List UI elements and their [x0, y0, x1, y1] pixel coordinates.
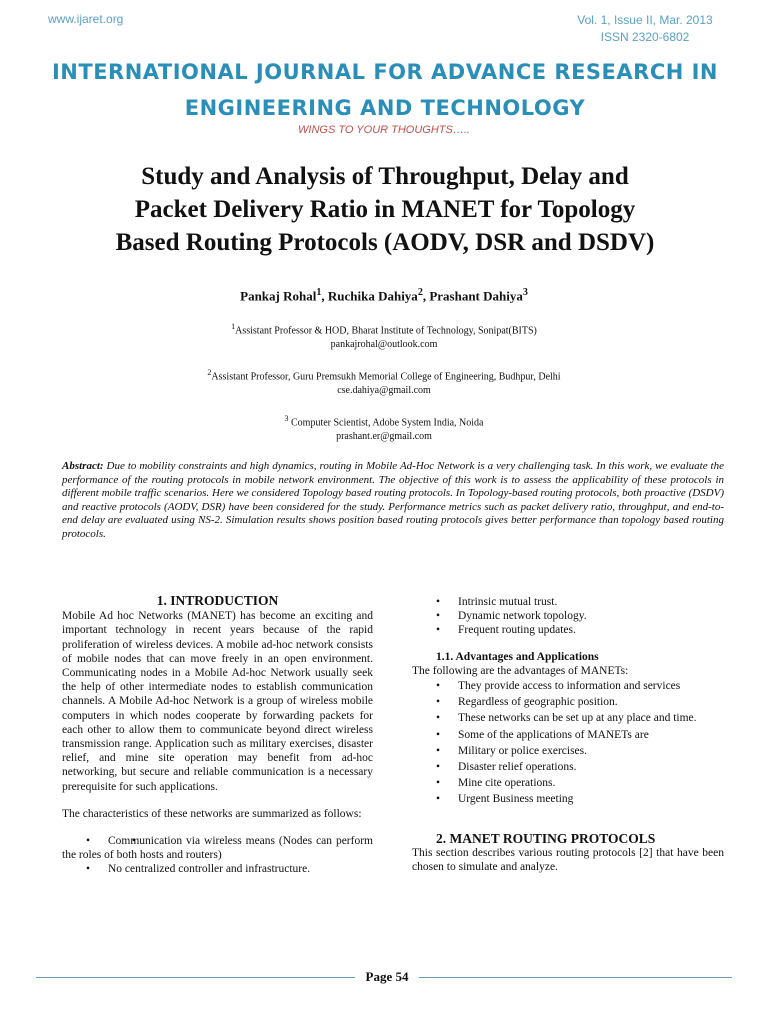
abstract-text: Due to mobility constraints and high dynamics, routing in Mobile Ad-Hoc Network is a very challenging task. In this work, we evaluate the performance of the routing protocols in mobile network environment. The objective of this work is to assess the applicability of these protocols in different mobile traffic scenarios. Here we considered Topology based routing protocols. In Topology-based routing protocols, both proactive (DSDV) and reactive protocols (AODV, DSR) have been considered for the study. Performance metrics such as packet delivery ratio, throughput, and end-to-end delay are evaluated using NS-2. Simulation results shows position based routing protocols gives better performance than topology based routing protocols. [62, 460, 724, 540]
list-item: • Some of the applications of MANETs are [412, 728, 724, 742]
author-mark: 2 [417, 287, 423, 298]
affiliation-mark: 1 [231, 322, 236, 331]
title-line1: Study and Analysis of Throughput, Delay and [141, 163, 629, 190]
section-heading-introduction: 1. INTRODUCTION [156, 593, 279, 608]
affiliation-text: Assistant Professor, Guru Premsukh Memorial College of Engineering, Budhpur, Delhi [211, 371, 561, 383]
list-item: • Dynamic network topology. [412, 609, 724, 623]
affiliation-1 [0, 320, 768, 352]
journal-website: www.ijaret.org [48, 12, 124, 26]
list-item: • Intrinsic mutual trust. [412, 595, 724, 609]
author-list: Pankaj Rohal$^1$, Ruchika Dahiya$^2$, Prashant Dahiya$^3$ [240, 287, 528, 304]
routing-protocols-paragraph: This section describes various routing protocols [2] that have been chosen to simulate and analyze. [412, 846, 724, 874]
list-item: • Disaster relief operations. [412, 760, 724, 774]
affiliation-2 [0, 366, 768, 398]
affiliation-3 [0, 412, 768, 444]
journal-tagline: WINGS TO YOUR THOUGHTS….. [298, 124, 470, 136]
list-item-text: Communication via wireless means (Nodes can perform the roles of both hosts and routers) [62, 835, 373, 862]
title-line2: Packet Delivery Ratio in MANET for Topology [134, 196, 636, 223]
author-mark: 1 [316, 287, 322, 298]
paper-title [40, 160, 730, 259]
journal-name-line2: ENGINEERING AND TECHNOLOGY [184, 96, 586, 120]
list-item: • No centralized controller and infrastructure. [62, 862, 373, 876]
list-item: • They provide access to information and services [412, 679, 724, 693]
title-line3: Based Routing Protocols (AODV, DSR and DSDV) [115, 229, 655, 256]
list-item: • • Communication via wireless means (Nodes can perform the roles of both hosts and routers) [62, 834, 373, 862]
author-name: Pankaj Rohal [240, 288, 317, 304]
list-item: • Frequent routing updates. [412, 623, 724, 637]
list-item: • These networks can be set up at any place and time. [412, 711, 724, 725]
page-number: Page 54 [355, 969, 419, 985]
issn: ISSN 2320-6802 [600, 30, 690, 44]
author-name: Ruchika Dahiya [327, 288, 418, 304]
author-name: Prashant Dahiya [429, 288, 523, 304]
list-item: • Urgent Business meeting [412, 792, 724, 806]
affiliation-email: prashant.er@gmail.com [336, 431, 432, 443]
advantages-list [412, 679, 724, 807]
issue-info [560, 12, 730, 46]
subsection-heading-advantages: 1.1. Advantages and Applications [436, 650, 599, 663]
journal-name [40, 54, 730, 126]
list-item: • Mine cite operations. [412, 776, 724, 790]
abstract-label: Abstract: [62, 460, 104, 472]
intro-paragraph: Mobile Ad hoc Networks (MANET) has become an exciting and important technology in recent years because of the rapid proliferation of wireless devices. A mobile ad-hoc network consists of mobile nodes that can move freely in an open environment. Communicating nodes in a Mobile Ad-hoc Network usually seek the help of other intermediate nodes to establish communication channels. A Mobile Ad-hoc Network is a group of wireless mobile computers in which nodes cooperate by forwarding packets for each other to allow them to communicate beyond direct wireless transmission range. Application such as military exercises, disaster relief, and mine site operation may benefit from ad-hoc networking, but secure and reliable communication is a necessary prerequisite for such applications. [62, 610, 373, 793]
affiliation-mark: 3 [284, 414, 289, 423]
characteristics-list-continued [412, 595, 724, 638]
affiliation-text: Computer Scientist, Adobe System India, Noida [288, 417, 484, 429]
right-column [412, 595, 724, 874]
author-mark: 3 [522, 287, 528, 298]
volume-info: Vol. 1, Issue II, Mar. 2013 [577, 13, 713, 27]
affiliation-email: cse.dahiya@gmail.com [337, 385, 431, 397]
affiliation-email: pankajrohal@outlook.com [330, 339, 438, 351]
list-item: • Regardless of geographic position. [412, 695, 724, 709]
characteristics-list [62, 834, 373, 877]
affiliation-text: Assistant Professor & HOD, Bharat Institute of Technology, Sonipat(BITS) [235, 325, 537, 337]
advantages-intro: The following are the advantages of MANETs: [412, 664, 629, 677]
affiliation-mark: 2 [207, 368, 212, 377]
journal-name-line1: INTERNATIONAL JOURNAL FOR ADVANCE RESEARCH IN [51, 60, 719, 84]
abstract [62, 460, 724, 542]
list-item: • Military or police exercises. [412, 744, 724, 758]
left-column [62, 594, 373, 877]
section-heading-routing-protocols: 2. MANET ROUTING PROTOCOLS [436, 830, 656, 846]
characteristics-intro: The characteristics of these networks are summarized as follows: [62, 807, 362, 820]
